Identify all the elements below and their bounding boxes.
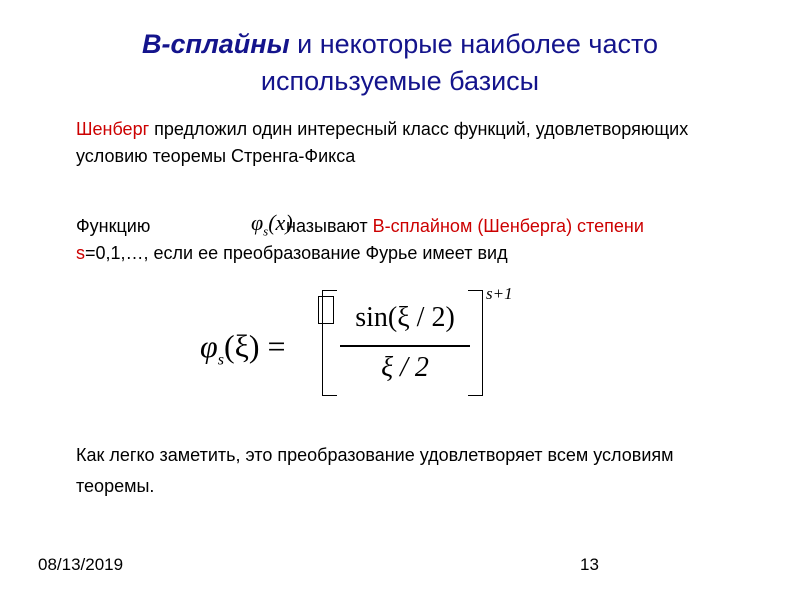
fraction-line — [340, 345, 470, 347]
phi-symbol: φ — [251, 210, 264, 235]
page-number: 13 — [580, 555, 599, 574]
definition-rest — [286, 213, 644, 240]
bullet-text — [76, 116, 750, 170]
definition-mid: называют — [286, 216, 373, 236]
bullet-schoenberg — [50, 116, 750, 176]
title-line2: используемые базисы — [260, 66, 540, 96]
lhs-subscript: s — [217, 351, 224, 369]
definition-lead: Функцию — [76, 216, 151, 236]
bullet-text — [76, 210, 750, 267]
left-bracket — [322, 290, 337, 396]
formula-numerator: sin(ξ / 2) — [355, 302, 455, 333]
definition-tail: =0,1,…, если ее преобразование Фурье имеет вид — [85, 243, 508, 263]
bullet-body: предложил один интересный класс функций, удовлетворяющих условию теоремы Стренга-Фикса — [76, 119, 689, 166]
schoenberg-name: Шенберг — [76, 119, 150, 139]
lhs-argument: (ξ) = — [223, 328, 286, 364]
bspline-phrase: В-сплайном (Шенберга) степени — [372, 216, 644, 236]
lhs-phi: φ — [200, 328, 218, 364]
footer-date: 08/13/2019 — [38, 555, 124, 574]
fourier-formula — [200, 284, 540, 400]
bullet-conclusion — [50, 440, 750, 500]
bullet-text: Как легко заметить, это преобразование удовлетворяет всем условиям теоремы. — [76, 445, 674, 496]
right-bracket — [468, 290, 483, 396]
s-variable: s — [76, 243, 85, 263]
slide-title — [40, 26, 760, 100]
title-rest: и некоторые наиболее часто — [289, 29, 659, 59]
phi-subscript: s — [263, 223, 269, 239]
formula-denominator: ξ / 2 — [381, 352, 429, 383]
phi-argument: (x) — [268, 210, 293, 235]
formula-exponent: s+1 — [486, 284, 513, 303]
formula-lhs — [200, 328, 286, 369]
title-highlight: В-сплайны — [141, 29, 290, 59]
bullet-definition — [50, 210, 750, 273]
